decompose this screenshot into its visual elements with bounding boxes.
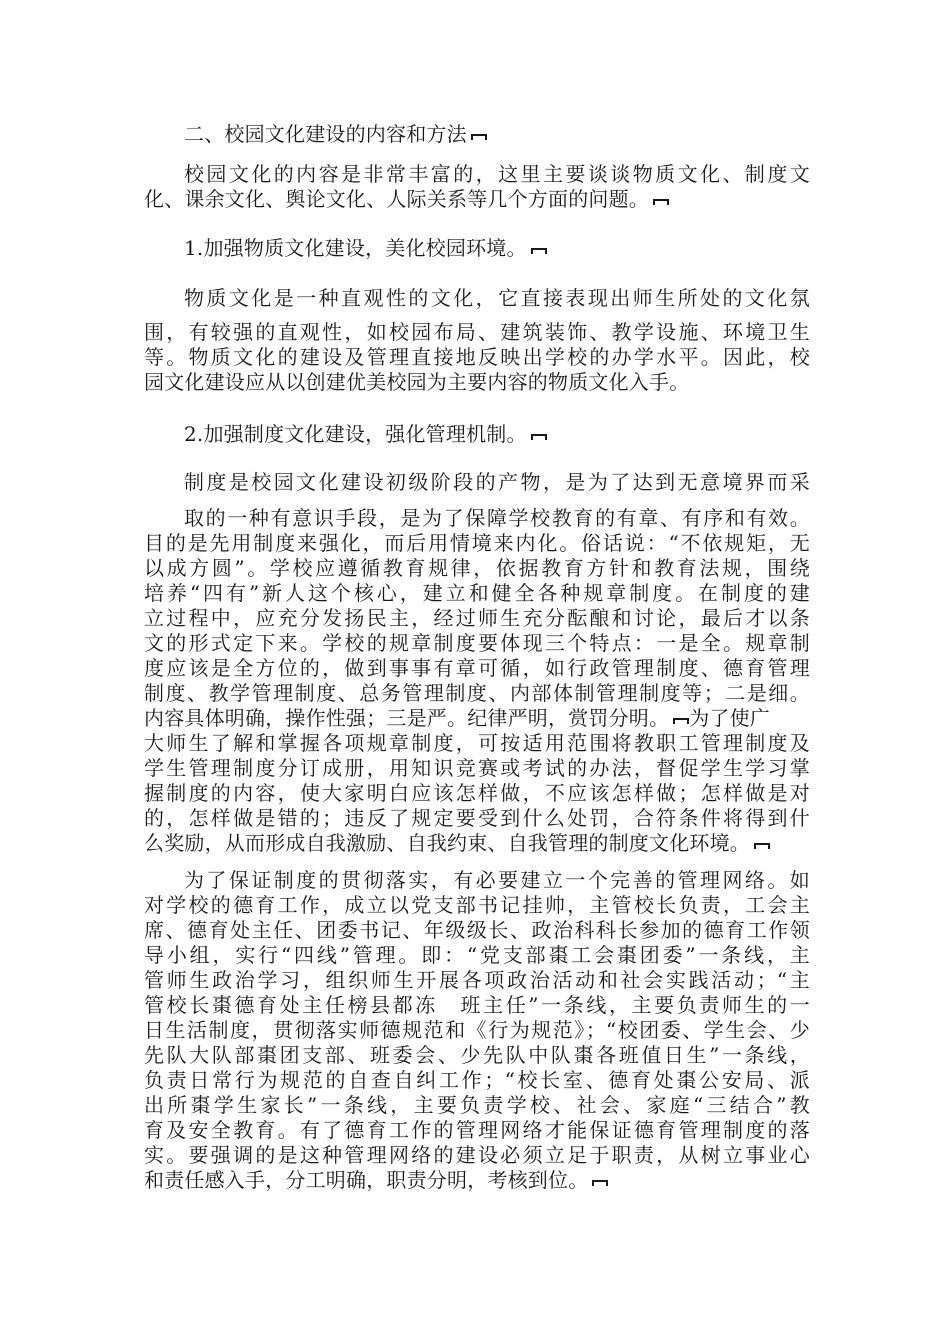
text-line: 化、课余文化、舆论文化、人际关系等几个方面的问题。 — [144, 187, 649, 211]
section-1-first-line — [144, 286, 810, 311]
text-line: 管师生政治学习，组织师生开展各项政治活动和社会实践活动；“主 — [144, 968, 810, 992]
text-line: 为了保证制度的贯彻落实，有必要建立一个完善的管理网络。如 — [184, 868, 810, 892]
text-line: 以成方圆”。学校应遵循教育规律，依据教育方针和教育法规，围绕 — [144, 556, 810, 580]
section-2-title — [144, 422, 810, 447]
text-line: 管校长棗德育处主任榜县都冻 班主任”一条线，主要负责师生的一 — [144, 993, 810, 1017]
text-line: 握制度的内容，使大家明白应该怎样做，不应该怎样做；怎样做是对 — [144, 781, 810, 805]
text-line: 取的一种有意识手段，是为了保障学校教育的有章、有序和有效。 — [184, 506, 810, 530]
section-2-body — [144, 506, 810, 856]
text-line: 目的是先用制度来强化，而后用情境来内化。俗话说：“不依规矩，无 — [144, 531, 810, 555]
paragraph-mark-icon — [531, 434, 547, 440]
text-line: 么奖励，从而形成自我激励、自我约束、自我管理的制度文化环境。 — [144, 831, 750, 855]
text-line: 制度是校园文化建设初级阶段的产物，是为了达到无意境界而采 — [184, 470, 810, 494]
paragraph-mark-icon — [673, 718, 689, 724]
paragraph-mark-icon — [531, 248, 547, 254]
text-line: 培养“四有”新人这个核心，建立和健全各种规章制度。在制度的建 — [144, 581, 810, 605]
section-1-body — [144, 320, 810, 395]
text-line: 内容具体明确，操作性强；三是严。纪律严明，赏罚分明。 — [144, 706, 670, 730]
text-line: 的，怎样做是错的；违反了规定要受到什么处罚，合符条件将得到什 — [144, 806, 810, 830]
text-line: 等。物质文化的建设及管理直接地反映出学校的办学水平。因此，校 — [144, 345, 810, 369]
section-1-title — [144, 236, 810, 261]
text-line: 物质文化是一种直观性的文化，它直接表现出师生所处的文化氛 — [184, 286, 810, 310]
text-line: 席、德育处主任、团委书记、年级级长、政治科科长参加的德育工作领 — [144, 918, 810, 942]
section-2-title-text: 2.加强制度文化建设，强化管理机制。 — [184, 422, 527, 446]
text-line: 立过程中，应充分发扬民主，经过师生充分酝酿和讨论，最后才以条 — [144, 606, 810, 630]
text-line: 对学校的德育工作，成立以党支部书记挂帅，主管校长负责，工会主 — [144, 893, 810, 917]
paragraph-mark-icon — [592, 1180, 608, 1186]
text-line: 校园文化的内容是非常丰富的，这里主要谈谈物质文化、制度文 — [184, 162, 810, 186]
text-line: 实。要强调的是这种管理网络的建设必须立足于职责，从树立事业心 — [144, 1143, 810, 1167]
management-network-paragraph — [144, 868, 810, 1193]
text-line: 先队大队部棗团支部、班委会、少先队中队棗各班值日生”一条线， — [144, 1043, 810, 1067]
intro-paragraph — [144, 162, 810, 212]
section-1-title-text: 1.加强物质文化建设，美化校园环境。 — [184, 236, 527, 260]
text-line: 出所棗学生家长”一条线，主要负责学校、社会、家庭“三结合”教 — [144, 1093, 810, 1117]
text-line: 文的形式定下来。学校的规章制度要体现三个特点：一是全。规章制 — [144, 631, 810, 655]
section-heading — [144, 122, 810, 147]
section-2-first-line — [144, 470, 810, 495]
paragraph-mark-icon — [653, 199, 669, 205]
paragraph-mark-icon — [471, 134, 487, 140]
text-line: 负责日常行为规范的自查自纠工作；“校长室、德育处棗公安局、派 — [144, 1068, 810, 1092]
paragraph-mark-icon — [754, 843, 770, 849]
text-line: 制度、教学管理制度、总务管理制度、内部体制管理制度等；二是细。 — [144, 681, 810, 705]
text-line: 和责任感入手，分工明确，职责分明，考核到位。 — [144, 1168, 589, 1192]
text-line: 导小组，实行“四线”管理。即：“党支部棗工会棗团委”一条线，主 — [144, 943, 810, 967]
text-line: 学生管理制度分订成册，用知识竞赛或考试的办法，督促学生学习掌 — [144, 756, 810, 780]
text-line: 大师生了解和掌握各项规章制度，可按适用范围将教职工管理制度及 — [144, 731, 810, 755]
text-line: 园文化建设应从以创建优美校园为主要内容的物质文化入手。 — [144, 370, 690, 394]
text-line: 围，有较强的直观性，如校园布局、建筑装饰、教学设施、环境卫生 — [144, 320, 810, 344]
text-line: 为了使广 — [689, 706, 771, 730]
heading-text: 二、校园文化建设的内容和方法 — [184, 122, 467, 146]
text-line: 度应该是全方位的，做到事事有章可循，如行政管理制度、德育管理 — [144, 656, 810, 680]
text-line: 育及安全教育。有了德育工作的管理网络才能保证德育管理制度的落 — [144, 1118, 810, 1142]
text-line: 日生活制度，贯彻落实师德规范和《行为规范》；“校团委、学生会、少 — [144, 1018, 810, 1042]
